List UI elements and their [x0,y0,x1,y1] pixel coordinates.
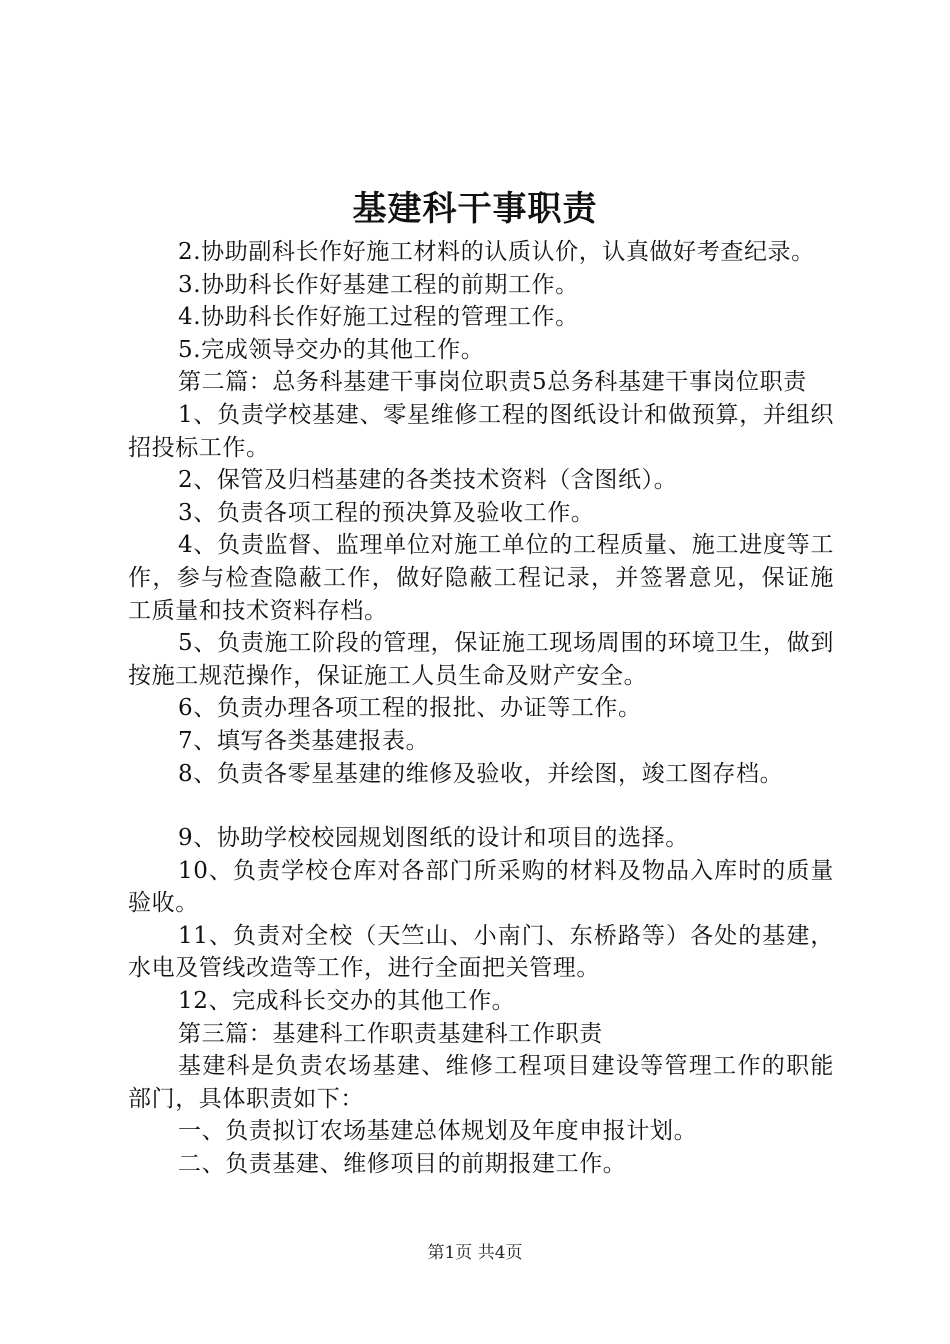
document-title: 基建科干事职责 [352,189,598,229]
paragraph: 5.完成领导交办的其他工作。 [178,336,485,363]
paragraph: 7、填写各类基建报表。 [178,727,430,754]
paragraph: 6、负责办理各项工程的报批、办证等工作。 [178,695,642,722]
paragraph: 1、负责学校基建、零星维修工程的图纸设计和做预算，并组织招投标工作。 [128,401,834,461]
paragraph: 二、负责基建、维修项目的前期报建工作。 [178,1151,627,1178]
paragraph: 4.协助科长作好施工过程的管理工作。 [178,304,579,331]
document-body [128,236,834,1181]
paragraph: 3、负责各项工程的预决算及验收工作。 [178,499,595,526]
paragraph: 10、负责学校仓库对各部门所采购的材料及物品入库时的质量验收。 [128,857,834,917]
section-heading: 第二篇：总务科基建干事岗位职责5总务科基建干事岗位职责 [178,369,807,396]
paragraph: 9、协助学校校园规划图纸的设计和项目的选择。 [178,825,689,852]
paragraph: 基建科是负责农场基建、维修工程项目建设等管理工作的职能部门，具体职责如下： [128,1053,834,1112]
paragraph: 2.协助副科长作好施工材料的认质认价，认真做好考查纪录。 [178,239,815,265]
paragraph-gap [128,790,834,822]
paragraph: 5、负责施工阶段的管理，保证施工现场周围的环境卫生，做到按施工规范操作，保证施工人员生命及财产安全。 [128,630,834,689]
section-heading: 第三篇：基建科工作职责基建科工作职责 [178,1020,603,1047]
paragraph: 3.协助科长作好基建工程的前期工作。 [178,271,579,298]
paragraph: 2、保管及归档基建的各类技术资料（含图纸）。 [178,467,678,494]
paragraph: 8、负责各零星基建的维修及验收，并绘图，竣工图存档。 [178,760,784,787]
paragraph: 4、负责监督、监理单位对施工单位的工程质量、施工进度等工作，参与检查隐蔽工作，做好隐蔽工程记录，并签署意见，保证施工质量和技术资料存档。 [128,532,834,624]
paragraph: 一、负责拟订农场基建总体规划及年度申报计划。 [178,1118,698,1145]
paragraph: 11、负责对全校（天竺山、小南门、东桥路等）各处的基建，水电及管线改造等工作，进行全面把关管理。 [128,922,834,982]
page-footer: 第1页 共4页 [427,1243,523,1263]
paragraph: 12、完成科长交办的其他工作。 [178,988,516,1015]
